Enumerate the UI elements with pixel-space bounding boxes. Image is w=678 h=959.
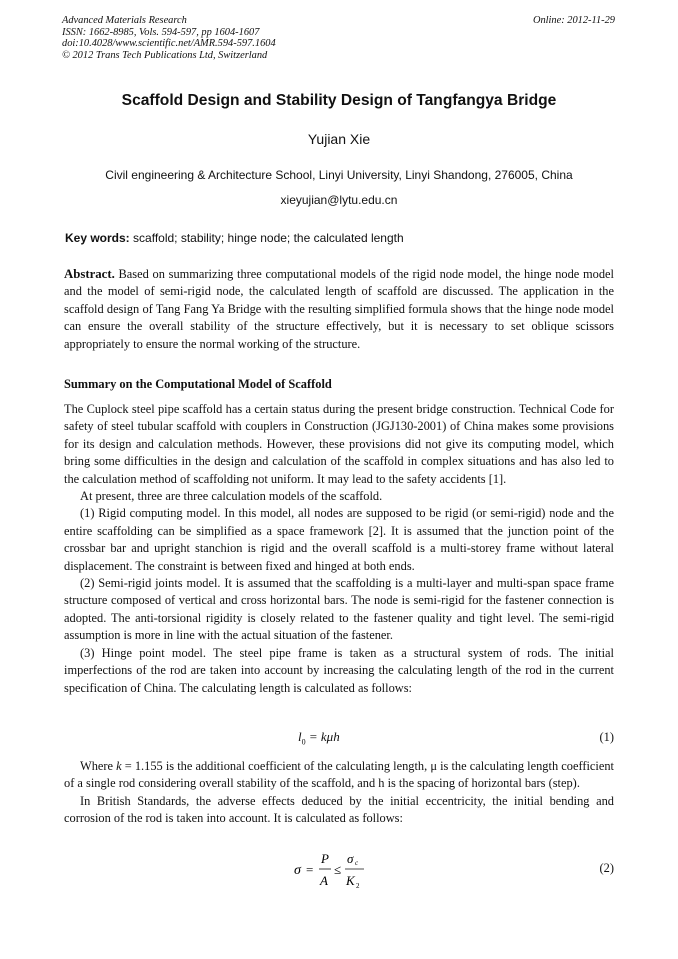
copyright-line: © 2012 Trans Tech Publications Ltd, Switzerland xyxy=(62,49,268,61)
keywords-text: scaffold; stability; hinge node; the calculated length xyxy=(133,231,404,245)
abstract-text: Based on summarizing three computational models of the rigid node model, the hinge node model and the model of semi-rigid node, the calculated length of scaffold are discussed. The application in the scaffold design of Tang Fang Ya Bridge with the resulting simplified formula shows that the hinge node model can ensure the overall stability of the structure effectively, but it is necessary to set oblique scissors appropriately to ensure the normal working of the structure. xyxy=(64,267,614,351)
paragraph: (1) Rigid computing model. In this model, all nodes are supposed to be rigid (or semi-rigid) node and the entire scaffolding can be simplified as a space framework [2]. It is assumed that the junction point of the crossbar bar and upright stanchion is rigid and the overall scaffold is a multi-storey frame without lateral displacement. The constraint is between fixed and hinged at both ends. xyxy=(64,506,614,573)
equation-2-number: (2) xyxy=(599,861,614,875)
where-k: k xyxy=(116,759,122,773)
where-pre: Where xyxy=(80,759,117,773)
paragraph-where xyxy=(64,758,614,793)
where-rest: = 1.155 is the additional coefficient of the calculating length, μ is the calculating length coefficient of a single rod considering overall stability of the scaffold, and h is the spacing of horizontal bars (step). xyxy=(64,759,614,791)
eq2-leq: ≤ xyxy=(334,862,342,877)
abstract xyxy=(64,266,614,353)
eq2-numerator-P: P xyxy=(321,851,329,866)
section-heading: Summary on the Computational Model of Scaffold xyxy=(64,377,332,391)
paragraph: (2) Semi-rigid joints model. It is assumed that the scaffolding is a multi-layer and multi-span space frame structure composed of vertical and cross horizontal bars. The node is semi-rigid for the fastener connection is adopted. The anti-torsional rigidity is closely related to the fastener quality and tight level. The semi-rigid assumption is more in line with the actual situation of the fastener. xyxy=(64,576,614,643)
equation-1 xyxy=(64,726,614,750)
journal-name: Advanced Materials Research xyxy=(62,15,187,26)
eq2-sigma: σ xyxy=(294,863,301,878)
equation-2-body xyxy=(294,848,384,892)
author-name: Yujian Xie xyxy=(307,131,371,147)
eq1-lhs-sub: 0 xyxy=(301,737,306,747)
paragraph: (3) Hinge point model. The steel pipe frame is taken as a structural system of rods. The initial imperfections of the rod are taken into account by increasing the calculating length of the rod in the current specification of China. The calculating length is calculated as follows: xyxy=(64,645,614,695)
equation-1-number: (1) xyxy=(599,730,614,744)
equation-1-body xyxy=(298,729,340,747)
author-email: xieyujian@lytu.edu.cn xyxy=(280,193,398,207)
eq1-rhs: = kμh xyxy=(305,729,340,744)
online-date: Online: 2012-11-29 xyxy=(532,15,615,26)
eq2-equals: = xyxy=(306,862,314,877)
paragraph-british: In British Standards, the adverse effects deduced by the initial eccentricity, the initial bending and corrosion of the rod is taken into account. It is calculated as follows: xyxy=(64,793,614,826)
issn-line: ISSN: 1662-8985, Vols. 594-597, pp 1604-1607 xyxy=(62,26,260,38)
doi-line: doi:10.4028/www.scientific.net/AMR.594-597.1604 xyxy=(62,38,276,50)
section-body-continued xyxy=(64,758,614,828)
eq2-denominator-K: K xyxy=(346,873,355,888)
paragraph: The Cuplock steel pipe scaffold has a certain status during the present bridge construction. Technical Code for safety of steel tubular scaffold with couplers in Construction (JGJ130-2001) of China makes some provisions for its design and calculation methods. However, these provisions did not give its computing model, which bring some difficulties in the design and calculation of the scaffold in complex situations and has also led to the calculation method of scaffolding not uniform. It may lead to the safety accidents [1]. xyxy=(64,402,614,486)
keywords xyxy=(65,231,404,245)
eq2-numerator-sigma: σ xyxy=(347,851,354,866)
eq2-K-sub: 2 xyxy=(356,882,360,890)
eq2-denominator-A: A xyxy=(320,873,328,888)
equation-2 xyxy=(64,848,614,892)
section-body xyxy=(64,401,614,697)
abstract-label: Abstract. xyxy=(64,267,115,281)
keywords-label: Key words: xyxy=(65,231,130,245)
eq2-sigma-sub: c xyxy=(355,859,359,867)
journal-header xyxy=(62,15,276,61)
paper-title: Scaffold Design and Stability Design of Tangfangya Bridge xyxy=(121,92,557,109)
equation-2-svg xyxy=(294,848,384,892)
author-affiliation: Civil engineering & Architecture School, Linyi University, Linyi Shandong, 276005, China xyxy=(105,168,573,182)
eq1-lhs: l xyxy=(298,729,302,744)
paragraph: At present, three are three calculation models of the scaffold. xyxy=(80,489,383,504)
